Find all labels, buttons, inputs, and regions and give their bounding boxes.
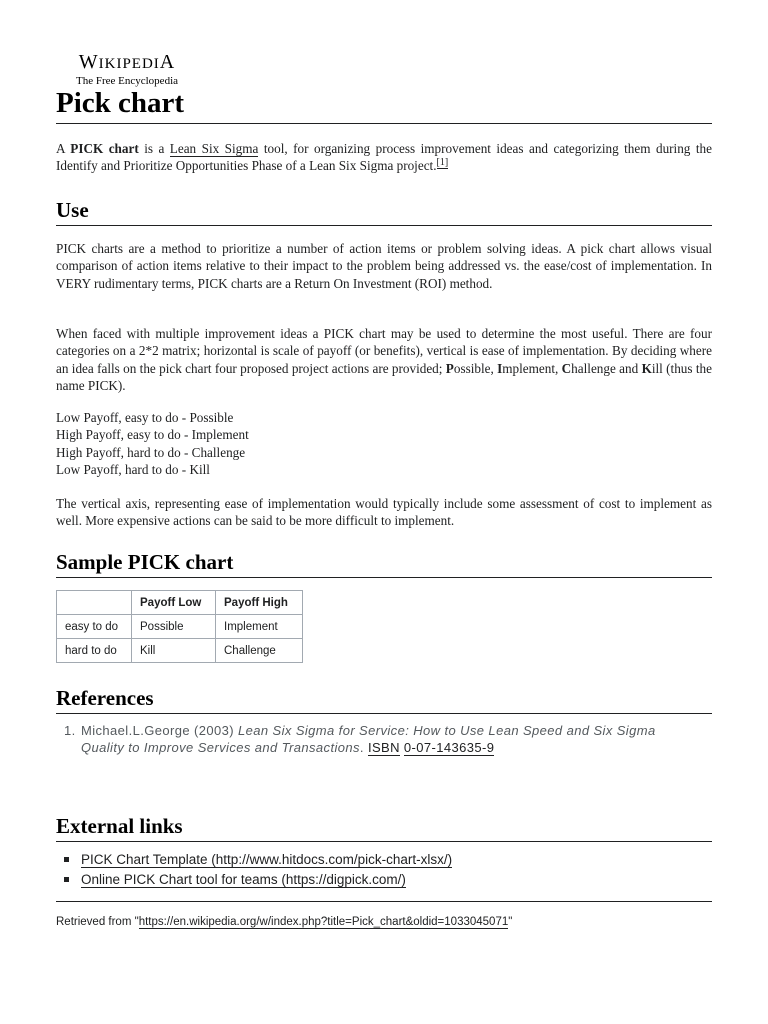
logo-letter-last: A (159, 51, 176, 73)
table-row (57, 615, 303, 639)
logo-tagline: The Free Encyclopedia (76, 75, 179, 87)
retrieved-from: Retrieved from "https://en.wikipedia.org/w/index.php?title=Pick_chart&oldid=1033045071" (56, 916, 513, 928)
table-cell: easy to do (57, 615, 132, 639)
category-line: High Payoff, hard to do - Challenge (56, 444, 246, 460)
permanent-url-link[interactable]: https://en.wikipedia.org/w/index.php?title=Pick_chart&oldid=1033045071 (138, 916, 509, 928)
reference-title: Lean Six Sigma for Service: How to Use Lean Speed and Six Sigma Quality to Improve Services and Transactions (81, 723, 656, 755)
table-header-cell (57, 591, 132, 615)
wikipedia-logo[interactable] (76, 52, 178, 87)
reference-item: Michael.L.George (2003) Lean Six Sigma for Service: How to Use Lean Speed and Six Sigma Quality to Improve Services and Transactions. ISBN 0-07-143635-9 (81, 723, 656, 755)
list-item (56, 850, 452, 870)
category-line: Low Payoff, easy to do - Possible (56, 410, 234, 425)
table-cell: Implement (216, 615, 303, 639)
isbn-link[interactable]: ISBN (367, 740, 400, 755)
category-line: Low Payoff, hard to do - Kill (56, 462, 210, 478)
table-cell: Challenge (216, 639, 303, 663)
sample-pick-table (56, 590, 303, 663)
heading-references: References (56, 684, 712, 714)
list-item (56, 870, 452, 890)
external-links-list (56, 850, 452, 890)
table-header-row (57, 591, 303, 615)
pick-chart-template-link[interactable]: PICK Chart Template (http://www.hitdocs.com/pick-chart-xlsx/) (81, 852, 453, 867)
online-pick-chart-link[interactable]: Online PICK Chart tool for teams (https://digpick.com/) (81, 872, 406, 887)
logo-letters-mid: IKIPEDI (98, 56, 160, 72)
page-title: Pick chart (56, 84, 712, 124)
table-cell: hard to do (57, 639, 132, 663)
heading-external-links: External links (56, 812, 712, 842)
table-header-cell: Payoff Low (132, 591, 216, 615)
bullet-icon (64, 857, 69, 862)
heading-sample-pick-chart: Sample PICK chart (56, 548, 712, 578)
table-cell: Kill (132, 639, 216, 663)
category-line: High Payoff, easy to do - Implement (56, 427, 249, 443)
lean-six-sigma-link[interactable]: Lean Six Sigma (169, 141, 259, 156)
use-paragraph-3: The vertical axis, representing ease of implementation would typically include some assessment of cost to implement as well. More expensive actions can be said to be more difficult to implement. (56, 496, 712, 529)
table-header-cell: Payoff High (216, 591, 303, 615)
heading-use: Use (56, 196, 712, 226)
citation-link[interactable]: [1] (436, 157, 449, 169)
reference-number: 1. (64, 723, 76, 738)
reference-author: Michael.L.George (2003) (81, 723, 239, 738)
intro-paragraph: A PICK chart is a Lean Six Sigma tool, for organizing process improvement ideas and categorizing them during the Identify and Prioritize Opportunities Phase of a Lean Six Sigma project.[1] (56, 141, 712, 174)
bullet-icon (64, 877, 69, 882)
table-row (57, 639, 303, 663)
pick-categories-list (56, 409, 712, 479)
use-paragraph-1: PICK charts are a method to prioritize a number of action items or problem solving ideas. A pick chart allows visual comparison of action items relative to their impact to the problem being addressed vs. the ease/cost of implementation. In VERY rudimentary terms, PICK charts are a Return On Investment (ROI) method. (56, 241, 712, 291)
logo-letter-first: W (78, 51, 99, 73)
intro-bold-term: PICK chart (70, 141, 139, 156)
footer-divider (56, 901, 712, 902)
isbn-number-link[interactable]: 0-07-143635-9 (403, 740, 495, 755)
use-paragraph-2: When faced with multiple improvement ideas a PICK chart may be used to determine the most useful. There are four categories on a 2*2 matrix; horizontal is scale of payoff (or benefits), vertical is ease of implementation. By deciding where an idea falls on the pick chart four proposed project actions are provided; Possible, Implement, Challenge and Kill (thus the name PICK). (56, 326, 712, 394)
table-cell: Possible (132, 615, 216, 639)
